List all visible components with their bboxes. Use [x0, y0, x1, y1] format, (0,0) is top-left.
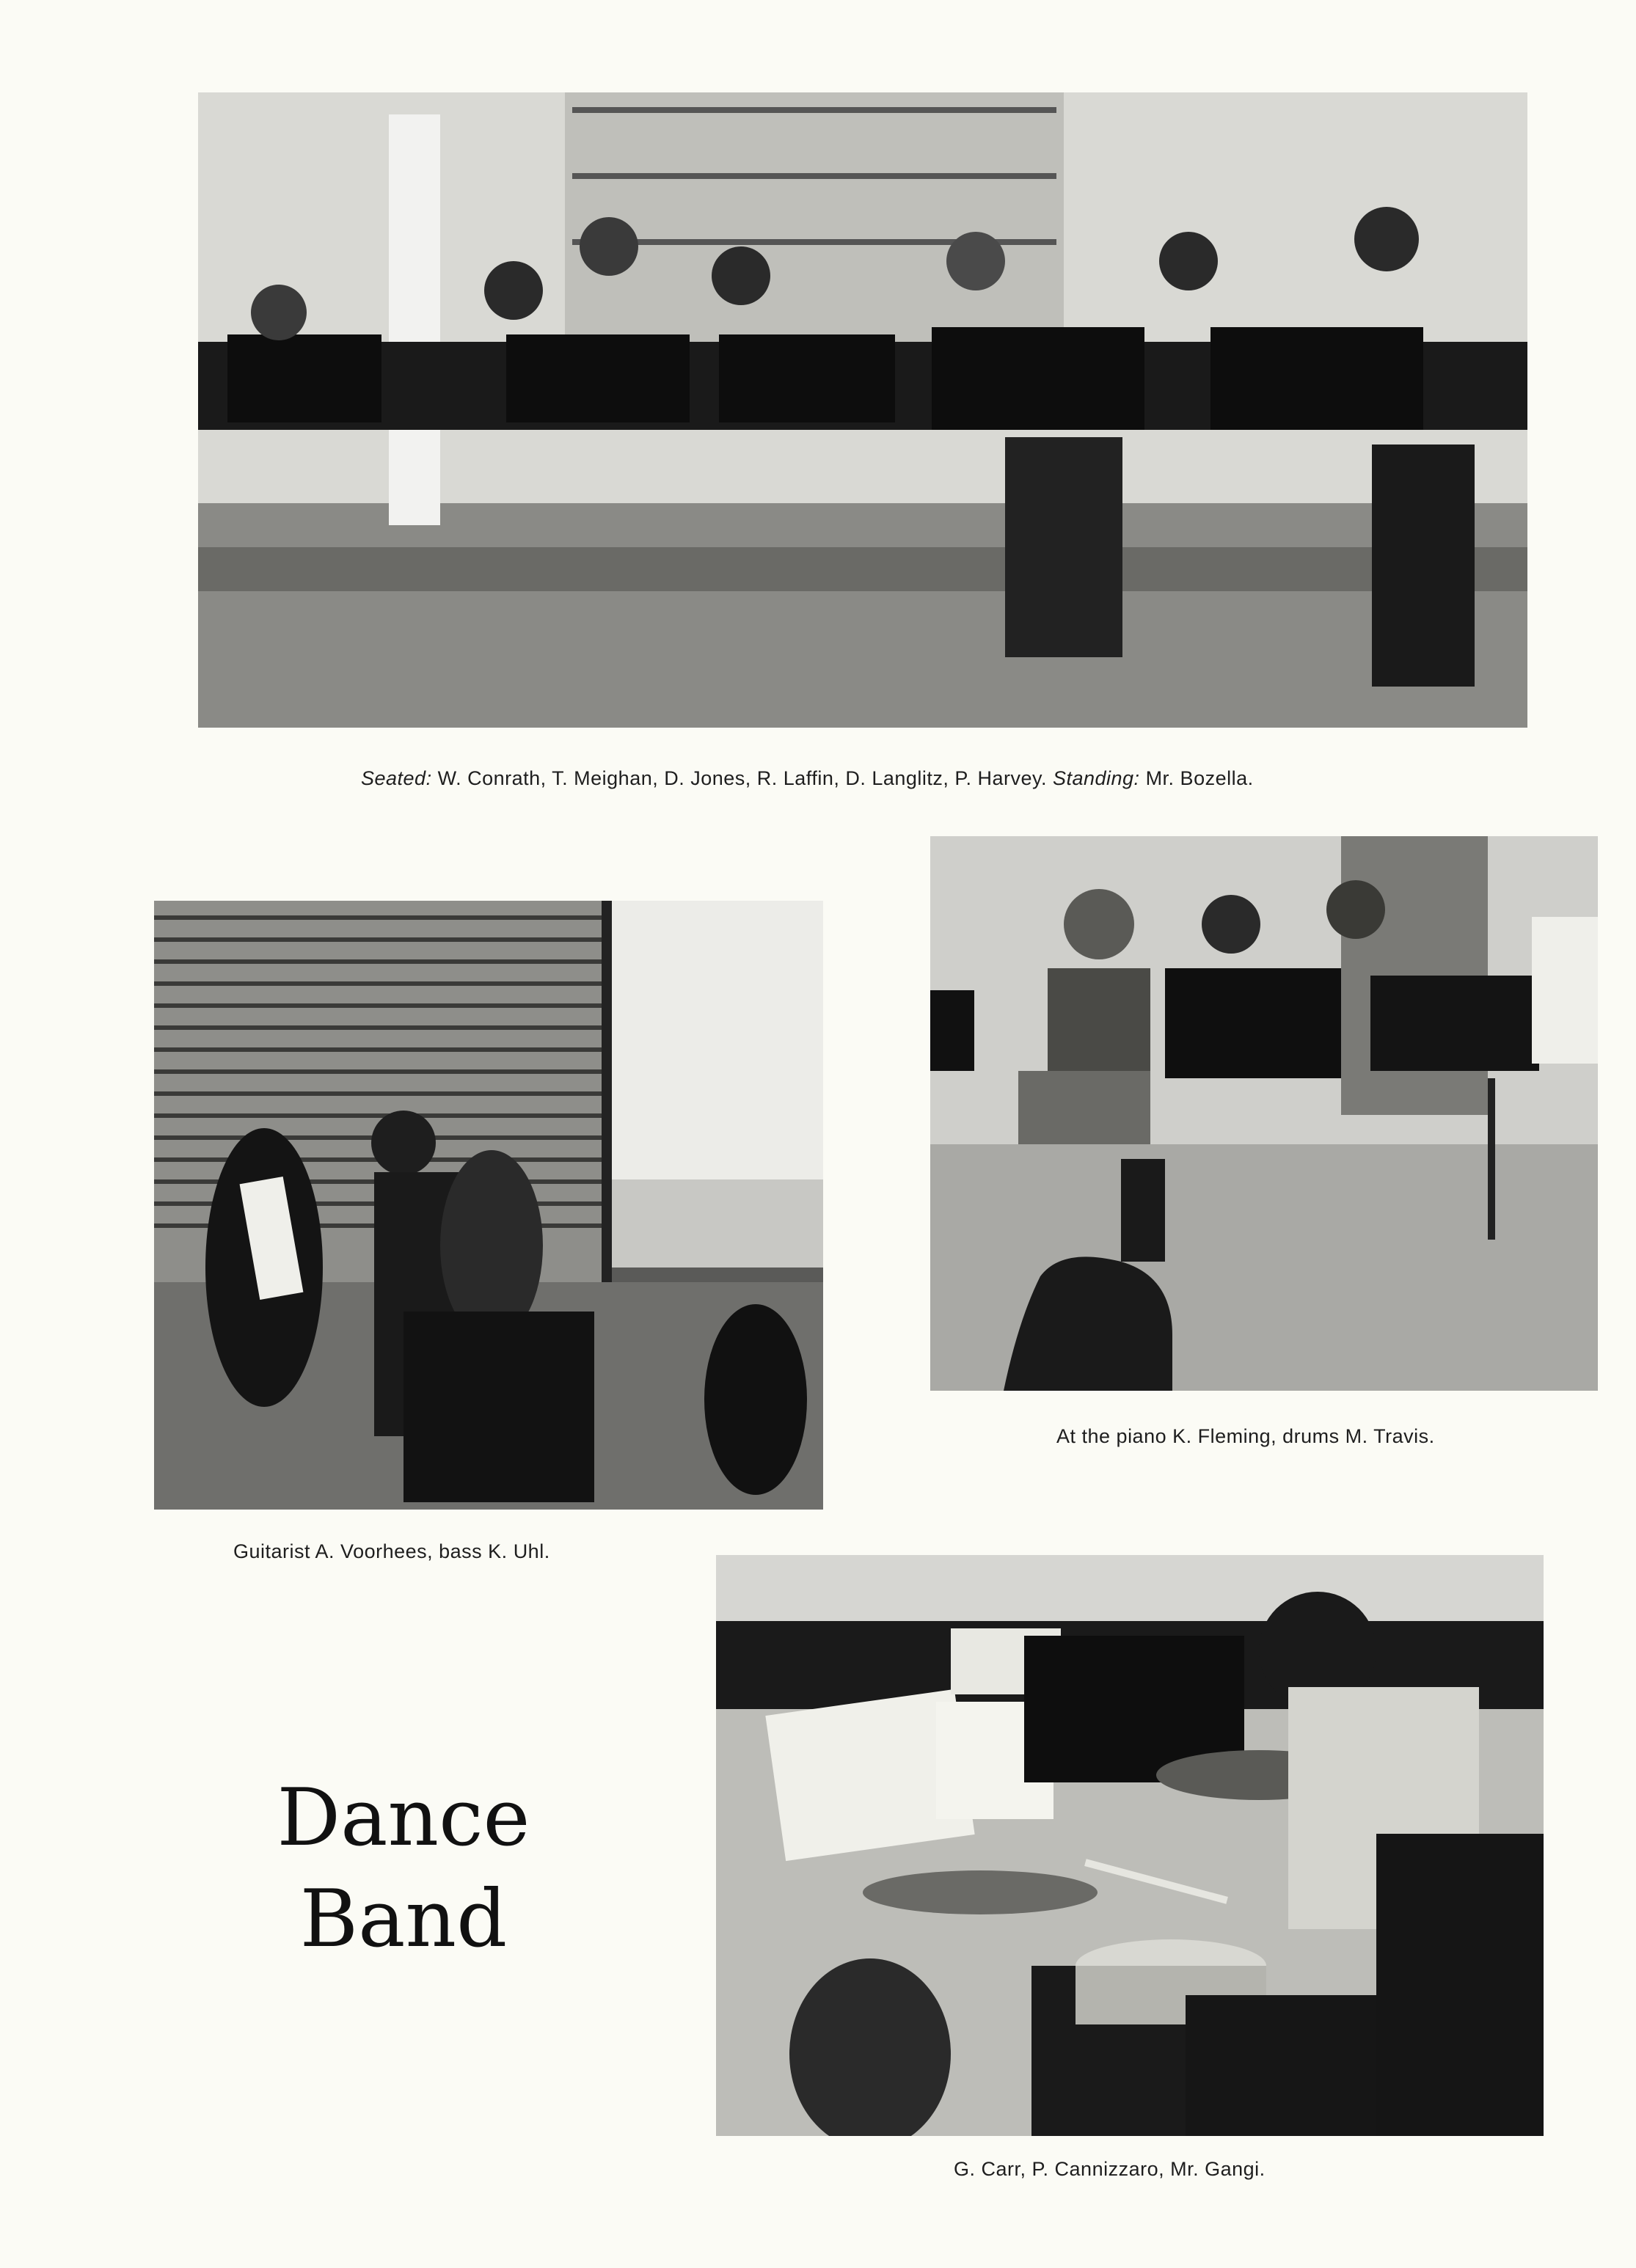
photo-drummer: [716, 1555, 1544, 2136]
photo-guitar-bass: [154, 901, 823, 1510]
caption-drummer: G. Carr, P. Cannizzaro, Mr. Gangi.: [954, 2158, 1266, 2180]
photo-piano-drums-image: [930, 836, 1598, 1391]
photo-piano-drums: [930, 836, 1598, 1391]
photo-band-seated-image: [198, 92, 1527, 728]
page-title-line1: Dance: [277, 1772, 530, 1864]
page-title-line2: Band: [299, 1873, 508, 1965]
caption-seated-label: Seated:: [361, 767, 432, 789]
caption-band-seated: [361, 767, 1254, 790]
caption-guitar-bass: Guitarist A. Voorhees, bass K. Uhl.: [233, 1540, 550, 1562]
page-title: [242, 1768, 565, 1970]
caption-piano-drums: At the piano K. Fleming, drums M. Travis.: [1056, 1425, 1435, 1447]
caption-standing-names: Mr. Bozella.: [1139, 767, 1254, 789]
photo-band-seated: [198, 92, 1527, 728]
photo-guitar-bass-image: [154, 901, 823, 1510]
caption-seated-names: W. Conrath, T. Meighan, D. Jones, R. Laffin, D. Langlitz, P. Harvey.: [431, 767, 1053, 789]
caption-standing-label: Standing:: [1052, 767, 1140, 789]
photo-drummer-image: [716, 1555, 1544, 2136]
